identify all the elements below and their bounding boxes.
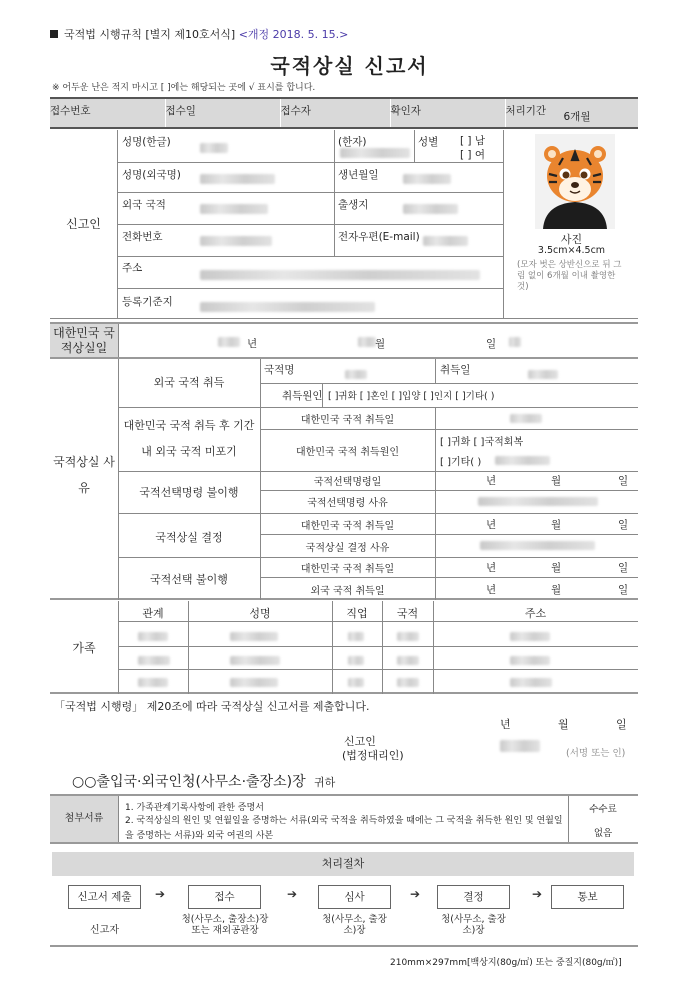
reason-1-label: 외국 국적 취득: [153, 376, 225, 389]
reception-date: 접수일: [165, 98, 280, 128]
r5b-year: 년: [486, 584, 497, 596]
fee-label: 수수료: [589, 804, 617, 815]
form-note: ※ 어두운 난은 적지 마시고 [ ]에는 해당되는 곳에 √ 표시를 합니다.: [52, 83, 316, 93]
reception-period: [505, 98, 638, 128]
arrow-right-icon: ➔: [155, 887, 166, 901]
r3-month: 월: [551, 475, 562, 487]
reason-2-label: 대한민국 국적 취득 후 기간 내 외국 국적 미포기: [123, 419, 255, 458]
step-receive: 접수: [188, 885, 261, 909]
email-label: 전자우편(E-mail): [338, 231, 420, 243]
family-row1-relation[interactable]: [138, 632, 168, 641]
family-row2-name[interactable]: [230, 656, 280, 665]
r5a-day: 일: [618, 562, 629, 574]
arrow-right-icon: ➔: [287, 887, 298, 901]
family-row3-relation[interactable]: [138, 678, 168, 687]
tiger-photo-icon: [535, 134, 615, 229]
r4-month: 월: [551, 519, 562, 531]
family-col-name: 성명: [249, 607, 271, 620]
regulation-ref: 국적법 시행규칙 [별지 제10호서식]: [64, 28, 236, 41]
birth-label: 생년월일: [338, 169, 379, 181]
period-value: 6개월: [563, 111, 591, 123]
r3-b-value[interactable]: [478, 497, 598, 506]
form-header: [50, 26, 348, 42]
r5b-day: 일: [618, 584, 629, 596]
family-row3-job[interactable]: [348, 678, 364, 687]
birth-value[interactable]: [403, 174, 451, 184]
r5a-year: 년: [486, 562, 497, 574]
birthplace-value[interactable]: [403, 204, 458, 214]
address-label: 주소: [122, 262, 143, 274]
form-title: 국적상실 신고서: [270, 54, 429, 78]
decl-year: 년: [500, 718, 511, 731]
loss-day-value[interactable]: [509, 337, 521, 347]
birthplace-label: 출생지: [338, 199, 369, 211]
attachments-section: [50, 794, 638, 844]
registry-value[interactable]: [200, 302, 375, 312]
sex-female-checkbox[interactable]: [ ] 여: [460, 149, 486, 161]
r1-date-value[interactable]: [528, 370, 558, 379]
loss-year-unit: 년: [247, 338, 258, 350]
r5-b-label: 외국 국적 취득일: [310, 586, 385, 597]
decl-day: 일: [616, 718, 627, 731]
sex-label: 성별: [418, 136, 439, 148]
r1-date-label: 취득일: [440, 364, 471, 376]
applicant-label: 신고인: [50, 130, 118, 319]
r3-a-label: 국적선택명령일: [313, 477, 382, 488]
family-row3-name[interactable]: [230, 678, 278, 687]
r5a-month: 월: [551, 562, 562, 574]
attachment-item-2: 2. 국적상실의 원인 및 연월일을 증명하는 서류(외국 국적을 취득하였을 때에는 그 국적을 취득한 원인 및 연월일을 증명하는 서류)와 외국 여권의 사본: [125, 816, 563, 841]
applicant-section: [50, 130, 638, 319]
family-row2-job[interactable]: [348, 656, 364, 665]
reason-3-label: 국적선택명령 불이행: [139, 486, 239, 499]
photo-size: 3.5cm×4.5cm: [537, 245, 606, 256]
phone-value[interactable]: [200, 236, 272, 246]
r1-cause-label: 취득원인: [282, 390, 323, 402]
period-label: 처리기간: [505, 105, 547, 117]
r4-b-value[interactable]: [480, 541, 595, 550]
r1-nat-value[interactable]: [345, 370, 367, 379]
sign-hint: (서명 또는 인): [566, 748, 626, 759]
r4-b-label: 국적상실 결정 사유: [305, 543, 390, 554]
r4-a-label: 대한민국 국적 취득일: [300, 521, 395, 532]
family-col-relation: 관계: [142, 607, 164, 620]
family-row1-name[interactable]: [230, 632, 278, 641]
reception-receiver: 접수자: [280, 98, 390, 128]
applicant-fields: [118, 130, 503, 319]
r2-date-label: 대한민국 국적 취득일: [300, 415, 395, 426]
r4-year: 년: [486, 519, 497, 531]
r2-option-2[interactable]: [ ]기타( ): [440, 457, 482, 468]
loss-day-unit: 일: [486, 338, 497, 350]
foreign-nat-label: 외국 국적: [122, 199, 166, 211]
revision-date: <개정 2018. 5. 15.>: [238, 28, 349, 41]
step-submit: 신고서 제출: [68, 885, 141, 909]
r2-option-other-value[interactable]: [495, 456, 550, 465]
email-value[interactable]: [423, 236, 468, 246]
family-section: [50, 601, 638, 694]
family-label: 가족: [72, 641, 96, 655]
family-col-nationality: 국적: [396, 607, 419, 620]
step-review: 심사: [318, 885, 391, 909]
family-row3-nat[interactable]: [397, 678, 419, 687]
loss-month-unit: 월: [375, 338, 386, 350]
arrow-right-icon: ➔: [410, 887, 421, 901]
name-foreign-label: 성명(외국명): [122, 169, 181, 181]
step-decision: 결정: [437, 885, 510, 909]
name-hanja-label: (한자): [338, 136, 367, 148]
addressee: [72, 771, 335, 791]
reason-label: 국적상실 사유: [53, 455, 115, 495]
paper-spec: 210mm×297mm[백상지(80g/㎡) 또는 중질지(80g/㎡)]: [390, 958, 622, 968]
square-bullet-icon: [50, 30, 58, 38]
r3-day: 일: [618, 475, 629, 487]
family-row2-address[interactable]: [510, 656, 550, 665]
loss-date-row: [50, 322, 638, 359]
arrow-right-icon: ➔: [532, 887, 543, 901]
photo-placeholder[interactable]: [535, 134, 615, 229]
actor-4: 청(사무소, 출장소)장: [441, 914, 506, 936]
addressee-suffix: 귀하: [314, 776, 336, 789]
fee-value: 없음: [593, 828, 613, 839]
photo-note: (모자 벗은 상반신으로 뒤 그림 없이 6개월 이내 촬영한 것): [517, 260, 622, 292]
actor-3: 청(사무소, 출장소)장: [322, 914, 387, 936]
family-col-address: 주소: [524, 607, 547, 620]
photo-label: 사진: [560, 233, 583, 246]
name-foreign-value[interactable]: [200, 174, 275, 184]
signer-label: 신고인: [344, 735, 376, 748]
actor-2: 청(사무소, 출장소)장 또는 재외공관장: [181, 914, 269, 936]
family-row1-nat[interactable]: [397, 632, 419, 641]
sex-male-checkbox[interactable]: [ ] 남: [460, 135, 486, 147]
r2-option-1[interactable]: [ ]귀화 [ ]국적회복: [440, 437, 524, 448]
decl-month: 월: [558, 718, 569, 731]
r2-cause-label: 대한민국 국적 취득원인: [296, 447, 399, 458]
name-hanja-value[interactable]: [340, 148, 410, 158]
signer-sub: (법정대리인): [342, 749, 404, 762]
family-row1-job[interactable]: [348, 632, 364, 641]
actor-1: 신고자: [90, 925, 119, 936]
registry-label: 등록기준지: [122, 296, 173, 308]
loss-year-value[interactable]: [218, 337, 240, 347]
declaration-text: 「국적법 시행령」 제20조에 따라 국적상실 신고서를 제출합니다.: [54, 700, 370, 713]
address-value[interactable]: [200, 270, 480, 280]
r2-date-value[interactable]: [510, 414, 542, 423]
r5-a-label: 대한민국 국적 취득일: [300, 564, 395, 575]
family-row1-address[interactable]: [510, 632, 550, 641]
loss-month-value[interactable]: [358, 337, 376, 347]
r4-day: 일: [618, 519, 629, 531]
r1-cause-options[interactable]: [ ]귀화 [ ]혼인 [ ]입양 [ ]인지 [ ]기타( ): [328, 391, 495, 402]
reception-number: 접수번호: [50, 98, 165, 128]
phone-label: 전화번호: [122, 231, 163, 243]
loss-date-label: 대한민국 국적상실일: [50, 324, 118, 357]
attachments-label: 첨부서류: [50, 796, 118, 842]
reason-4-label: 국적상실 결정: [155, 531, 223, 544]
reception-row: [50, 97, 638, 129]
name-kr-value[interactable]: [200, 143, 228, 153]
procedure-title: 처리절차: [52, 852, 634, 876]
r1-nat-label: 국적명: [264, 364, 295, 376]
attachment-item-1: 1. 가족관계기록사항에 관한 증명서: [125, 803, 264, 813]
family-row2-nat[interactable]: [397, 656, 419, 665]
foreign-nat-value[interactable]: [200, 204, 268, 214]
family-row3-address[interactable]: [510, 678, 552, 687]
step-notify: 통보: [551, 885, 624, 909]
r3-b-label: 국적선택명령 사유: [307, 498, 388, 509]
r5b-month: 월: [551, 584, 562, 596]
reason-section: [50, 359, 638, 600]
signer-name-value[interactable]: [500, 740, 540, 752]
family-row2-relation[interactable]: [138, 656, 170, 665]
r3-year: 년: [486, 475, 497, 487]
family-col-job: 직업: [346, 607, 368, 620]
reason-5-label: 국적선택 불이행: [150, 573, 228, 586]
reception-checker: 확인자: [390, 98, 505, 128]
name-kr-label: 성명(한글): [122, 136, 171, 148]
addressee-name: ○○출입국·외국인청(사무소·출장소)장: [72, 774, 306, 790]
